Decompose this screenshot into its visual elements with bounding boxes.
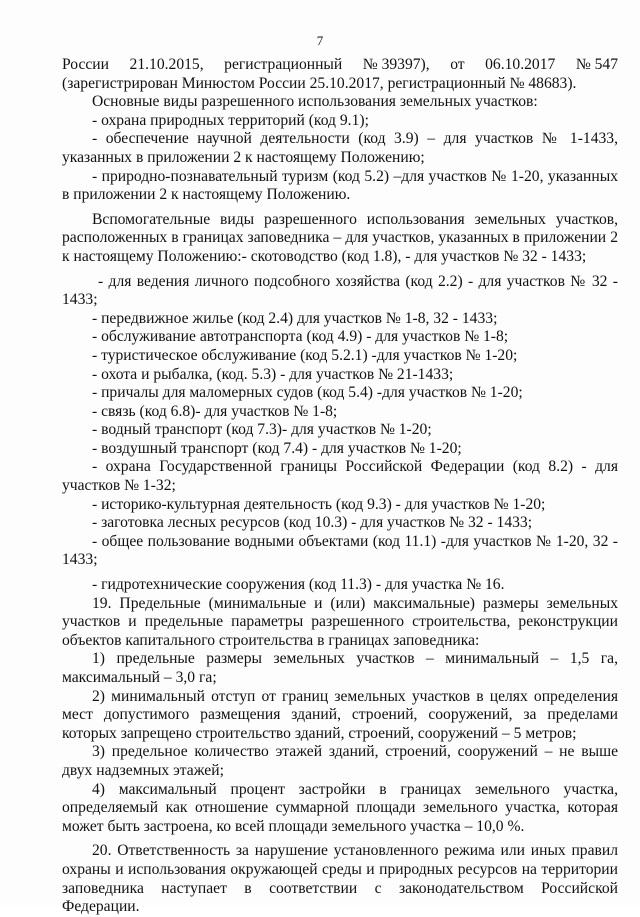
aux-use-item: - общее пользование водными объектами (код 11.1) -для участков № 1-20, 32 - 1433;: [62, 532, 618, 569]
aux-use-item: - историко-культурная деятельность (код 9.3) - для участков № 1-20;: [92, 495, 546, 513]
section-19-item: 4) максимальный процент застройки в границах земельного участка, определяемый как отношение суммарной площади земельного участка, которая может быть застроена, ко всей площади земельного участка – 10,0 %.: [62, 780, 618, 835]
main-use-item: - природно-познавательный туризм (код 5.2) –для участков № 1-20, указанных в приложении 2 к настоящему Положению.: [62, 167, 618, 204]
aux-use-item: - охота и рыбалка, (код. 5.3) - для участков № 21-1433;: [92, 365, 454, 383]
aux-use-item: - передвижное жилье (код 2.4) для участков № 1-8, 32 - 1433;: [92, 309, 498, 327]
main-use-item: - охрана природных территорий (код 9.1);: [92, 111, 369, 129]
aux-use-item: - гидротехнические сооружения (код 11.3) - для участка № 16.: [92, 576, 505, 594]
aux-use-item: - связь (код 6.8)- для участков № 1-8;: [92, 402, 338, 420]
aux-use-item: - туристическое обслуживание (код 5.2.1) -для участков № 1-20;: [92, 346, 518, 364]
section-19-item: 1) предельные размеры земельных участков – минимальный – 1,5 га, максимальный – 3,0 га;: [62, 650, 618, 686]
aux-use-item: - заготовка лесных ресурсов (код 10.3) - для участков № 32 - 1433;: [92, 514, 533, 532]
top-word: регистрационный: [224, 56, 343, 73]
top-word: 21.10.2015,: [129, 56, 204, 73]
top-word: от: [450, 56, 465, 73]
aux-use-item: - охрана Государственной границы Российской Федерации (код 8.2) - для участков № 1-32;: [62, 458, 618, 495]
main-uses-heading: Основные виды разрешенного использования земельных участков:: [92, 93, 538, 111]
aux-use-item: - воздушный транспорт (код 7.4) - для участков № 1-20;: [92, 439, 462, 457]
aux-use-item: - для ведения личного подсобного хозяйства (код 2.2) - для участков № 32 - 1433;: [62, 272, 618, 309]
section-19-item: 2) минимальный отступ от границ земельных участков в целях определения мест допустимого размещения зданий, строений, сооружений, за пределами которых запрещено строительство зданий, строений, сооружений – 5 метров;: [62, 687, 618, 742]
top-word: № 39397),: [362, 56, 430, 73]
aux-uses-heading: Вспомогательные виды разрешенного использования земельных участков, расположенных в границах заповедника – для участков, указанных в приложении 2 к настоящему Положению:- скотоводство (код 1.8), - для участков № 32 - 1433;: [62, 210, 618, 265]
document-body: [62, 56, 618, 917]
registration-note: (зарегистрирован Минюстом России 25.10.2017, регистрационный № 48683).: [62, 74, 577, 92]
aux-use-item: - обслуживание автотранспорта (код 4.9) - для участков № 1-8;: [92, 328, 509, 346]
aux-use-item: - причалы для маломерных судов (код 5.4) -для участков № 1-20;: [92, 384, 523, 402]
section-19-item: 3) предельное количество этажей зданий, строений, сооружений – не выше двух надземных этажей;: [62, 743, 618, 779]
top-word: № 547: [575, 56, 618, 73]
section-19-heading: 19. Предельные (минимальные и (или) максимальные) размеры земельных участков и предельные параметры разрешенного строительства, реконструкции объектов капитального строительства в границах заповедника:: [62, 594, 618, 649]
main-use-item: - обеспечение научной деятельности (код 3.9) – для участков № 1-1433, указанных в приложении 2 к настоящему Положению;: [62, 130, 618, 166]
top-word: России: [62, 56, 110, 73]
section-20: 20. Ответственность за нарушение установленного режима или иных правил охраны и использования окружающей среды и природных ресурсов на территории заповедника наступает в соответствии с законодательством Российской Федерации.: [62, 842, 618, 916]
aux-use-item: - водный транспорт (код 7.3)- для участков № 1-20;: [92, 421, 432, 439]
page-number: 7: [316, 33, 324, 48]
top-word: 06.10.2017: [485, 56, 556, 73]
top-line: [62, 56, 618, 75]
